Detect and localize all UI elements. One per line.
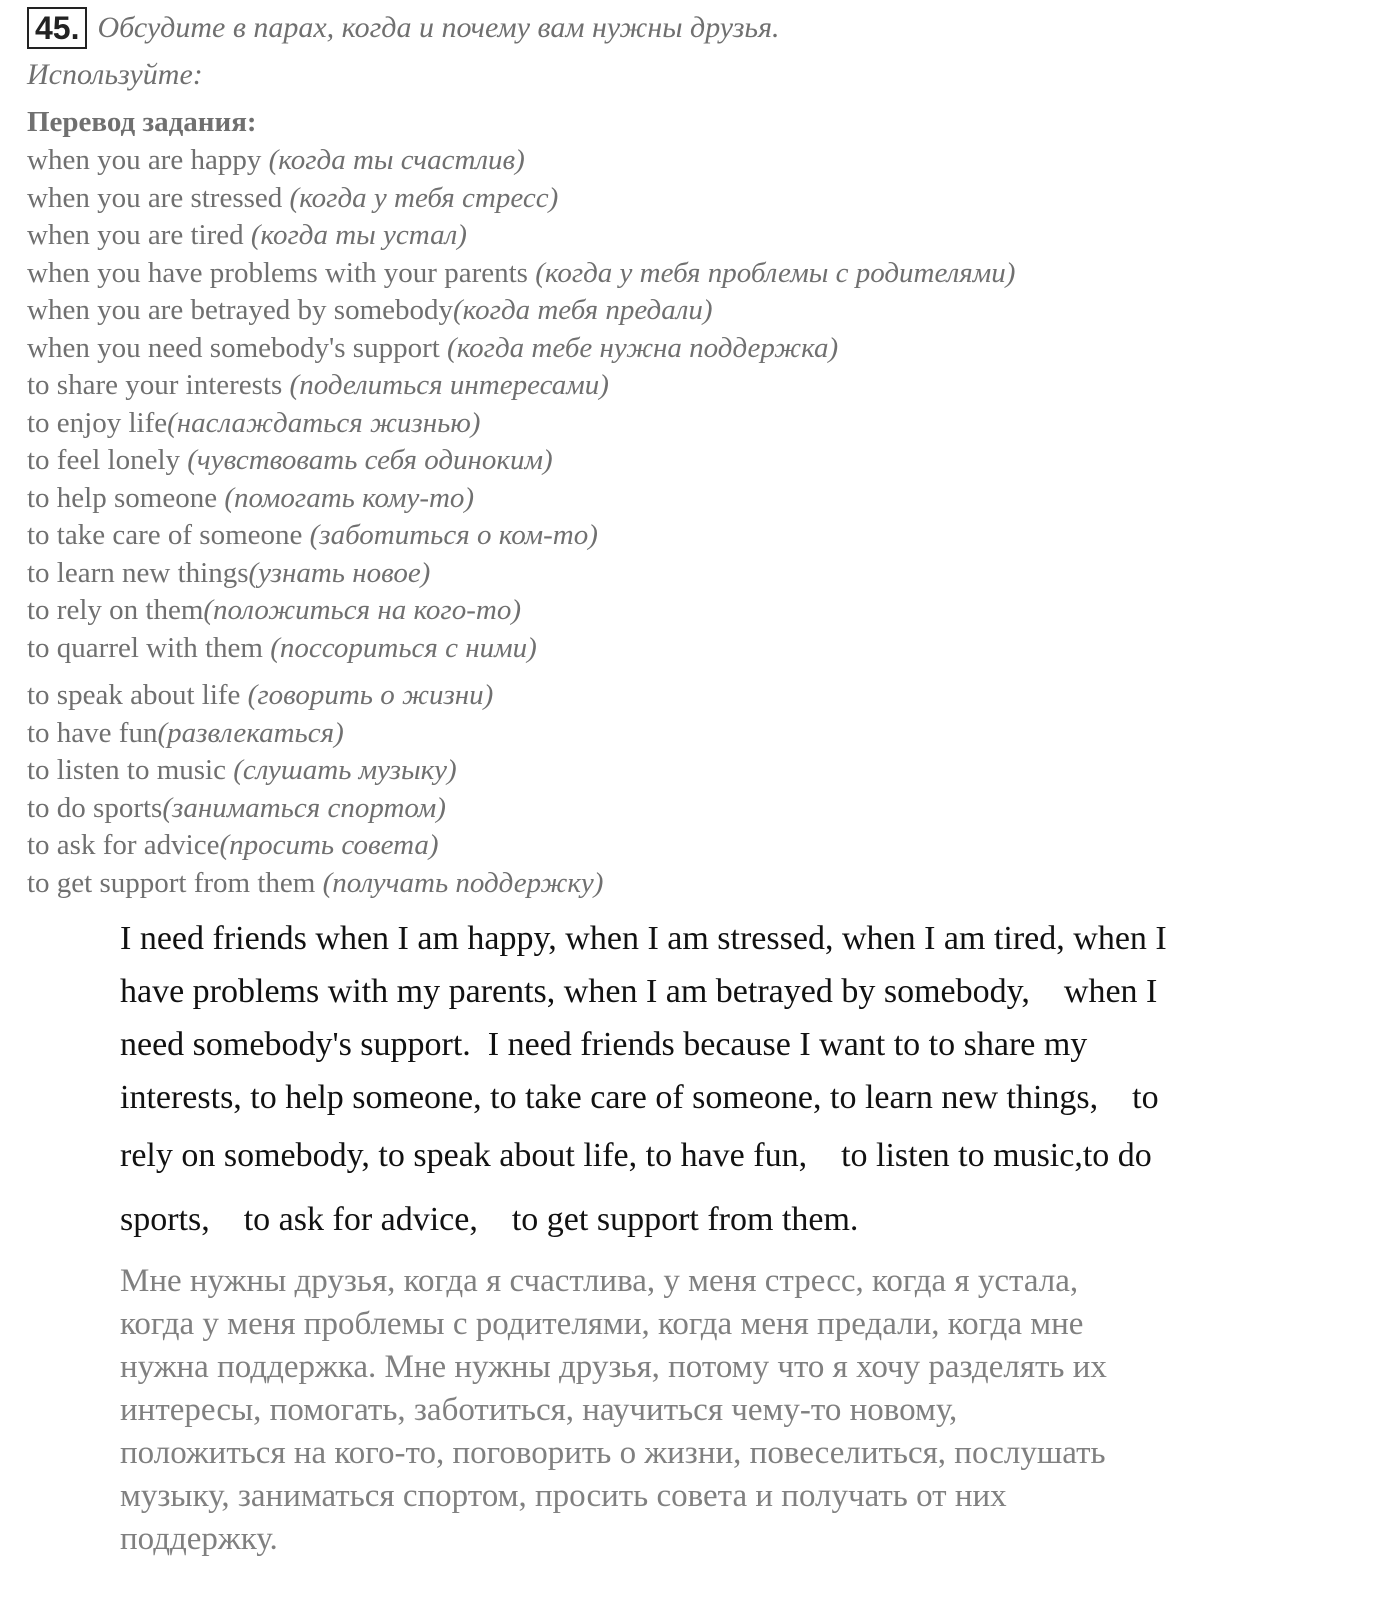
answer-russian-line: положиться на кого-то, поговорить о жизни, повеселиться, послушать [120, 1435, 1106, 1471]
answer-russian-line: интересы, помогать, заботиться, научиться чему-то новому, [120, 1392, 958, 1428]
answer-russian-line: когда у меня проблемы с родителями, когда меня предали, когда мне [120, 1306, 1084, 1342]
vocab-item [27, 715, 1015, 753]
vocab-item [27, 630, 1015, 668]
answer-russian-line: Мне нужны друзья, когда я счастлива, у меня стресс, когда я устала, [120, 1263, 1079, 1299]
vocab-item [27, 480, 1015, 518]
vocab-translation: (помогать кому-то) [224, 481, 475, 514]
vocab-translation: (когда ты устал) [250, 219, 467, 251]
answer-english-line: interests, to help someone, to take care of someone, to learn new things, to [120, 1079, 1159, 1116]
vocab-item [27, 555, 1015, 593]
vocab-translation: (когда у тебя проблемы с родителями) [535, 256, 1016, 289]
vocab-translation: (просить совета) [219, 829, 439, 861]
vocabulary-list [27, 142, 1015, 902]
vocab-english: to have fun [27, 716, 158, 749]
vocab-english: to do sports [27, 791, 163, 824]
vocab-translation: (чувствовать себя одиноким) [187, 444, 553, 476]
vocab-translation: (когда тебе нужна поддержка) [447, 331, 839, 364]
exercise-header [27, 6, 780, 50]
vocab-item [27, 405, 1015, 443]
vocab-item [27, 180, 1015, 218]
translation-heading: Перевод задания: [27, 106, 257, 138]
vocab-item [27, 827, 1015, 865]
vocab-translation: (положиться на кого-то) [203, 594, 521, 626]
vocab-translation: (развлекаться) [157, 716, 344, 749]
answer-english-line: need somebody's support. I need friends because I want to to share my [120, 1026, 1088, 1063]
vocab-english: when you are betrayed by somebody [27, 294, 454, 326]
vocab-english: when you are stressed [27, 181, 290, 214]
answer-english-line: I need friends when I am happy, when I am stressed, when I am tired, when I [120, 920, 1167, 957]
vocab-english: to get support from them [27, 866, 323, 899]
vocab-item [27, 677, 1015, 715]
vocab-english: when you need somebody's support [27, 331, 448, 364]
vocab-english: to share your interests [27, 369, 290, 401]
vocab-item [27, 790, 1015, 828]
vocab-english: to speak about life [27, 679, 248, 711]
answer-russian-line: нужна поддержка. Мне нужны друзья, потому что я хочу разделять их [120, 1349, 1107, 1385]
answer-english-line: rely on somebody, to speak about life, to have fun, to listen to music,to do [120, 1137, 1152, 1174]
task-instruction: Обсудите в парах, когда и почему вам нужны друзья. [97, 11, 780, 44]
vocab-translation: (заботиться о ком-то) [309, 519, 598, 551]
vocab-english: to help someone [27, 481, 225, 514]
vocab-item [27, 865, 1015, 903]
vocab-english: to ask for advice [27, 829, 220, 861]
vocab-translation: (поссориться с ними) [270, 631, 537, 664]
task-number-box: 45. [27, 7, 87, 49]
answer-russian-line: музыку, заниматься спортом, просить совета и получать от них [120, 1478, 1007, 1514]
vocab-translation: (узнать новое) [248, 556, 431, 589]
vocab-item [27, 255, 1015, 293]
vocab-item [27, 330, 1015, 368]
vocab-translation: (когда у тебя стресс) [289, 181, 559, 214]
vocab-translation: (наслаждаться жизнью) [167, 406, 481, 439]
answer-english-paragraph [120, 912, 1280, 1252]
vocab-translation: (когда ты счастлив) [268, 144, 525, 176]
vocab-item [27, 442, 1015, 480]
vocab-english: to listen to music [27, 754, 234, 786]
vocab-english: to take care of someone [27, 519, 310, 551]
vocab-english: when you are happy [27, 144, 269, 176]
vocab-english: to learn new things [27, 556, 249, 589]
answer-english-line: have problems with my parents, when I am betrayed by somebody, when I [120, 973, 1158, 1010]
vocab-english: to quarrel with them [27, 631, 271, 664]
vocab-translation: (заниматься спортом) [162, 791, 446, 824]
answer-russian-paragraph [120, 1260, 1280, 1561]
vocab-translation: (говорить о жизни) [247, 679, 494, 711]
vocab-translation: (поделиться интересами) [289, 369, 609, 401]
vocab-item [27, 292, 1015, 330]
vocab-translation: (слушать музыку) [233, 754, 457, 786]
vocab-translation: (получать поддержку) [322, 866, 604, 899]
vocab-translation: (когда тебя предали) [453, 294, 713, 326]
vocab-english: to enjoy life [27, 406, 168, 439]
answer-english-line: sports, to ask for advice, to get support from them. [120, 1201, 859, 1238]
vocab-english: to rely on them [27, 594, 204, 626]
vocab-item [27, 142, 1015, 180]
vocab-english: when you have problems with your parents [27, 256, 536, 289]
vocab-item [27, 752, 1015, 790]
vocab-item [27, 217, 1015, 255]
vocab-item [27, 367, 1015, 405]
vocab-item [27, 517, 1015, 555]
vocab-english: to feel lonely [27, 444, 188, 476]
vocab-english: when you are tired [27, 219, 251, 251]
vocab-item [27, 592, 1015, 630]
answer-russian-line: поддержку. [120, 1521, 278, 1557]
use-label: Используйте: [27, 58, 203, 91]
